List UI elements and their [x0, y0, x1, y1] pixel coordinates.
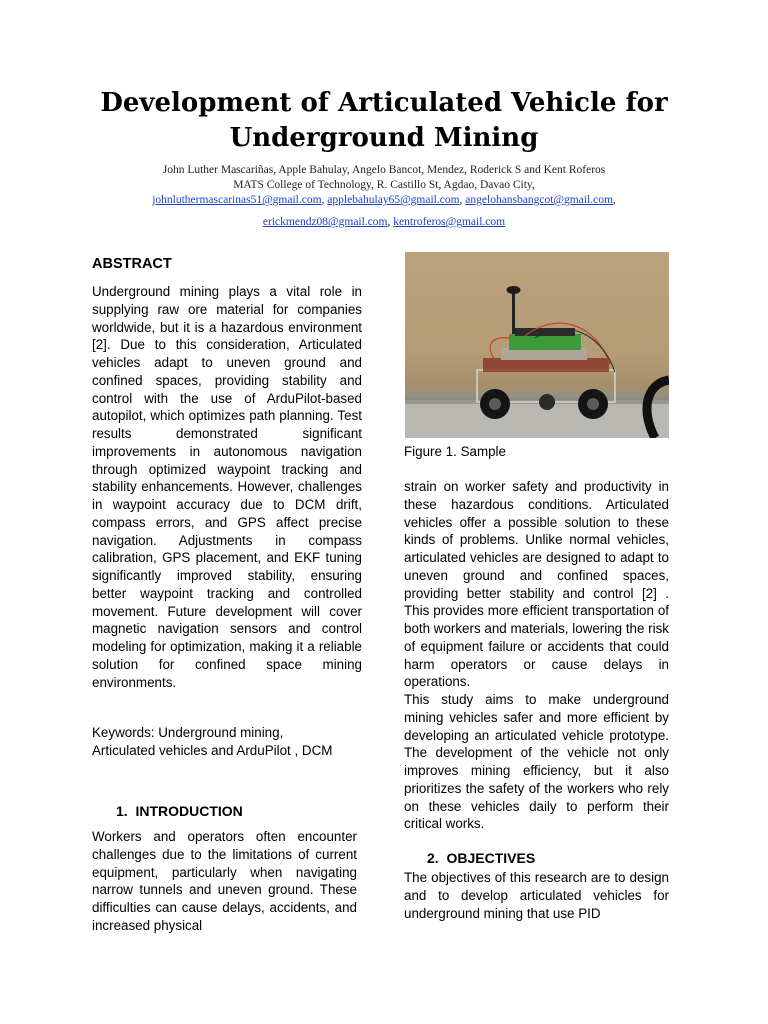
email-link[interactable]: applebahulay65@gmail.com: [327, 194, 460, 206]
emails-line-2: erickmendz08@gmail.com, kentroferos@gmail.com: [262, 216, 506, 228]
section-title: OBJECTIVES: [446, 850, 536, 866]
abstract-text: Underground mining plays a vital role in supplying raw ore material for companies worldwide, but it is a hazardous environment [2]. Due to this consideration, Articulated vehicles adapt to uneven ground and confined spaces, providing stability and control with the use of ArduPilot-based autopilot, which optimizes path planning. Test results demonstrated significant improvements in autonomous navigation through optimized waypoint tracking and stability enhancements. However, challenges in waypoint accuracy due to DCM drift, compass errors, and GPS affect precise navigation. Adjustments in compass calibration, GPS placement, and EKF tuning significantly improved stability, ensuring better waypoint tracking and controlled movement. Future development will cover magnetic navigation sensors and control modeling for optimization, making it a reliable solution for confined space mining environments.: [92, 284, 362, 690]
email-link[interactable]: kentroferos@gmail.com: [393, 216, 506, 228]
objectives-heading: [427, 850, 535, 866]
keywords-line-2: Articulated vehicles and ArduPilot , DCM: [92, 742, 333, 758]
robot-vehicle-illustration: [405, 252, 669, 438]
section-number: 2.: [427, 850, 439, 866]
introduction-paragraph-1: strain on worker safety and productivity in these hazardous conditions. Articulated vehicles offer a possible solution to these kinds of problems. Unlike normal vehicles, articulated vehicles are designed to adapt to uneven ground and confined spaces, providing better stability and control [2] . This provides more efficient transportation of both workers and materials, lowering the risk of equipment failure or accidents that could harm operators or cause delays in operations.: [404, 479, 669, 690]
authors-line: John Luther Mascariñas, Apple Bahulay, Angelo Bancot, Mendez, Roderick S and Kent Roferos: [162, 164, 606, 176]
title-line-1: Development of Articulated Vehicle for: [100, 88, 668, 118]
email-link[interactable]: johnluthermascarinas51@gmail.com: [152, 194, 322, 206]
affiliation-line: MATS College of Technology, R. Castillo St, Agdao, Davao City,: [233, 179, 535, 191]
objectives-text: The objectives of this research are to design and to develop articulated vehicles for underground mining that use PID: [404, 870, 669, 921]
introduction-text-right: [404, 478, 669, 833]
section-number: 1.: [116, 803, 128, 819]
keywords: [92, 724, 372, 760]
keywords-line-1: Keywords: Underground mining,: [92, 725, 284, 740]
email-link[interactable]: erickmendz08@gmail.com: [262, 216, 388, 228]
figure-caption: Figure 1. Sample: [404, 444, 506, 459]
section-title: INTRODUCTION: [135, 803, 243, 819]
emails-line-1: johnluthermascarinas51@gmail.com, applebahulay65@gmail.com, angelohansbangcot@gmail.com,: [152, 194, 616, 206]
robot-vehicle-photo: [405, 252, 669, 438]
paper-title: [60, 86, 708, 156]
introduction-heading: [116, 803, 243, 819]
email-link[interactable]: angelohansbangcot@gmail.com: [465, 194, 613, 206]
introduction-text-left: Workers and operators often encounter challenges due to the limitations of current equipment, particularly when navigating narrow tunnels and uneven ground. These difficulties can cause delays, accidents, and increased physical: [92, 829, 357, 933]
title-line-2: Underground Mining: [229, 123, 539, 153]
abstract-heading: ABSTRACT: [92, 256, 172, 272]
introduction-paragraph-2: This study aims to make underground mining vehicles safer and more efficient by developing an articulated vehicle prototype. The development of the vehicle not only improves mining efficiency, but it also prioritizes the safety of the workers who rely on these vehicles daily to perform their critical works.: [404, 692, 669, 832]
